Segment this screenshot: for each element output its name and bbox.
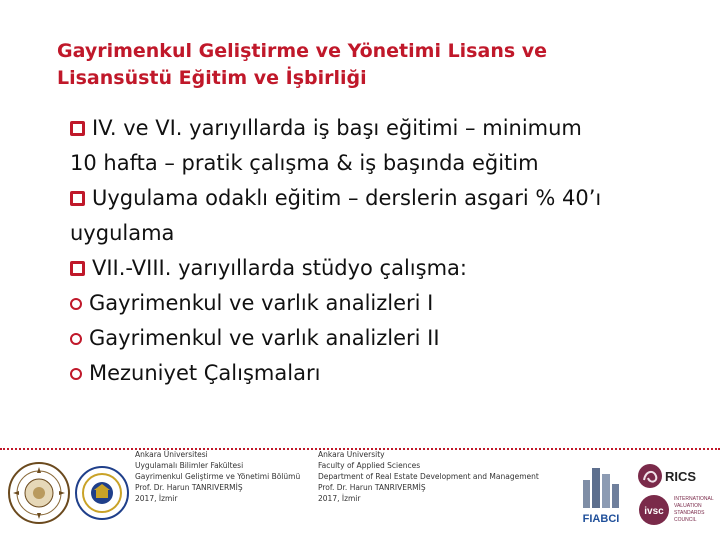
footer-tr-line: Gayrimenkul Geliştirme ve Yönetimi Bölümü <box>135 472 301 481</box>
footer-tr-line: Uygulamalı Bilimler Fakültesi <box>135 461 244 470</box>
circle-bullet-icon <box>70 298 82 310</box>
footer-en-line: 2017, İzmir <box>318 494 361 503</box>
sub-bullet-text: Mezuniyet Çalışmaları <box>89 361 321 385</box>
footer-turkish-credits <box>135 449 300 504</box>
ivsc-caption-line: VALUATION <box>674 503 702 509</box>
bullet-text: Uygulama odaklı eğitim – derslerin asgari % 40’ı <box>92 186 602 210</box>
ivsc-wordmark: ivsc <box>644 506 664 517</box>
rics-wordmark: RICS <box>665 469 697 484</box>
circle-bullet-icon <box>70 333 82 345</box>
footer-tr-line: Ankara Üniversitesi <box>135 450 208 459</box>
footer-en-line: Department of Real Estate Development and Management <box>318 472 539 481</box>
ankara-university-seal-logo <box>8 458 70 528</box>
bullet-item <box>70 251 710 286</box>
bullet-text: IV. ve VI. yarıyıllarda iş başı eğitimi – minimum <box>92 116 582 140</box>
footer-en-line: Ankara University <box>318 450 385 459</box>
circle-bullet-icon <box>70 368 82 380</box>
rics-ivsc-logos <box>636 462 718 528</box>
bullet-item <box>70 111 710 146</box>
sub-bullet-item <box>70 286 710 321</box>
square-bullet-icon <box>70 261 85 276</box>
square-bullet-icon <box>70 121 85 136</box>
square-bullet-icon <box>70 191 85 206</box>
bullet-item <box>70 181 710 216</box>
fiabci-logo <box>573 460 629 526</box>
bullet-continuation: 10 hafta – pratik çalışma & iş başında eğitim <box>70 151 539 175</box>
sub-bullet-item <box>70 356 710 391</box>
bullet-text: VII.-VIII. yarıyıllarda stüdyo çalışma: <box>92 256 467 280</box>
fiabci-wordmark: FIABCI <box>582 513 620 525</box>
footer-tr-line: 2017, İzmir <box>135 494 178 503</box>
ivsc-caption-line: STANDARDS <box>674 510 705 516</box>
ivsc-caption-line: COUNCIL <box>674 517 697 523</box>
footer-en-line: Faculty of Applied Sciences <box>318 461 421 470</box>
footer-english-credits <box>318 449 539 504</box>
bullet-continuation: uygulama <box>70 221 175 245</box>
bullet-list <box>70 111 710 391</box>
slide-title <box>57 38 697 92</box>
slide-title-line-1: Gayrimenkul Geliştirme ve Yönetimi Lisans ve <box>57 40 548 62</box>
slide-title-line-2: Lisansüstü Eğitim ve İşbirliği <box>57 67 367 89</box>
ivsc-caption-line: INTERNATIONAL <box>674 496 714 502</box>
sub-bullet-text: Gayrimenkul ve varlık analizleri I <box>89 291 434 315</box>
sub-bullet-text: Gayrimenkul ve varlık analizleri II <box>89 326 440 350</box>
faculty-logo <box>74 460 130 526</box>
sub-bullet-item <box>70 321 710 356</box>
footer-tr-line: Prof. Dr. Harun TANRIVERMİŞ <box>135 483 243 492</box>
footer-en-line: Prof. Dr. Harun TANRIVERMİŞ <box>318 483 426 492</box>
